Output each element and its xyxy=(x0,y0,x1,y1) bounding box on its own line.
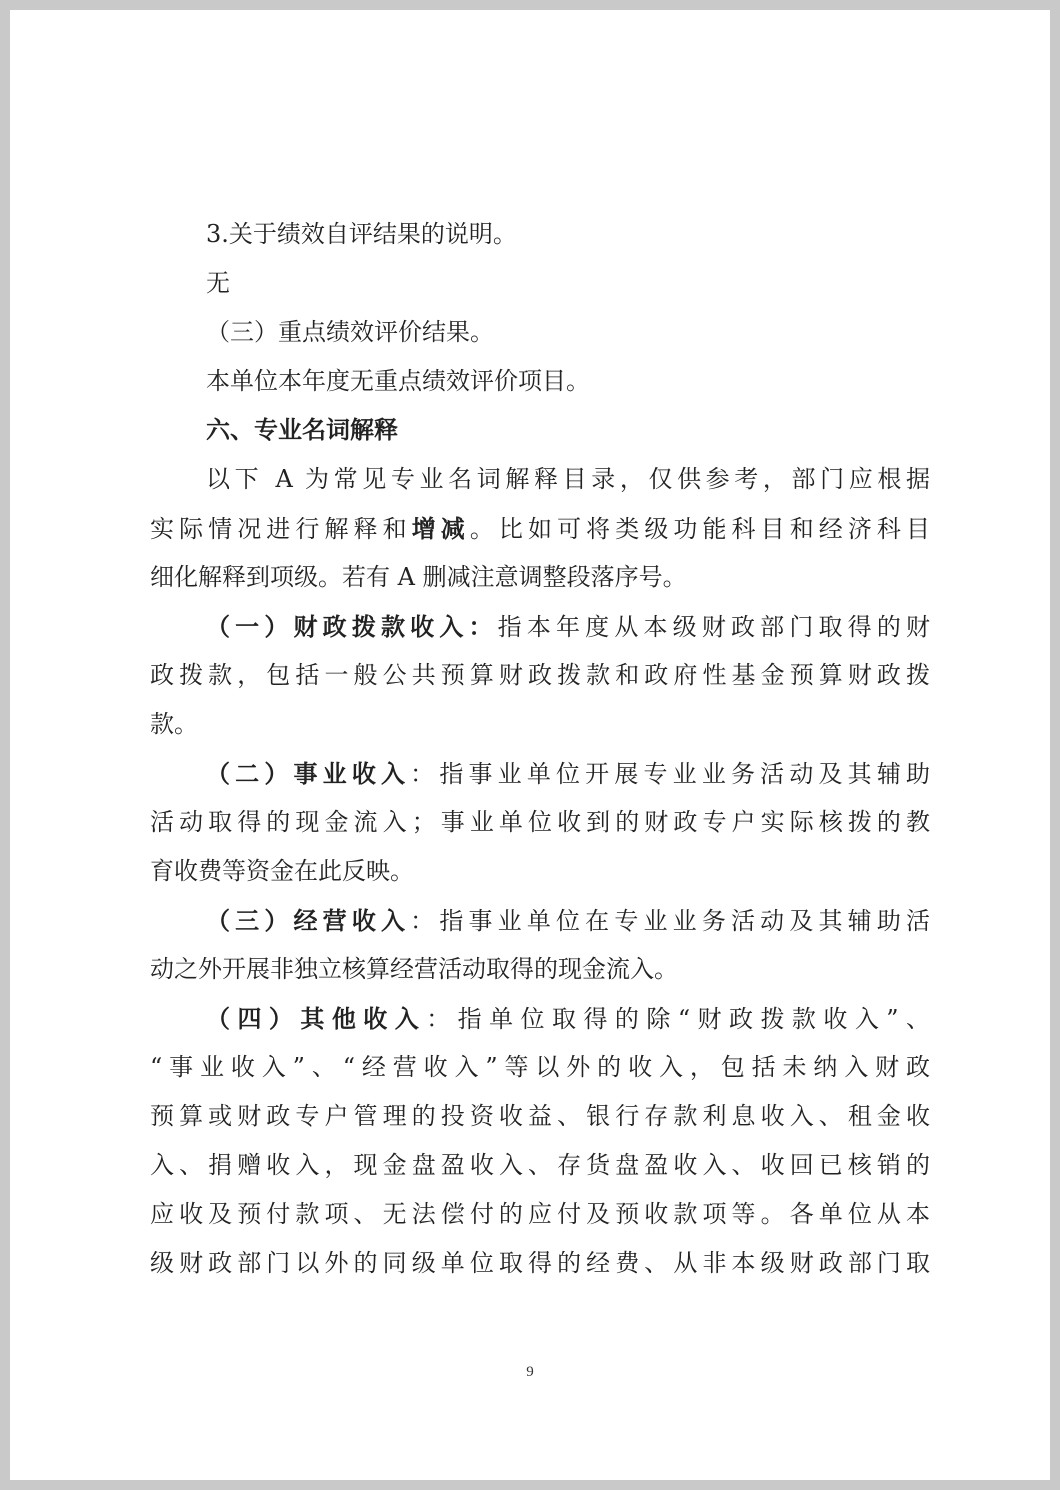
no-key-evaluation-line: 本单位本年度无重点绩效评价项目。 xyxy=(206,367,590,395)
term-4-text-1: ：指单位取得的除“财政拨款收入”、 xyxy=(426,1005,930,1033)
page-number: 9 xyxy=(526,1364,534,1380)
subheading-key-evaluation: （三）重点绩效评价结果。 xyxy=(206,318,494,346)
term-1-text-1: 指本年度从本级财政部门取得的财 xyxy=(497,613,931,641)
term-3-label: （三）经营收入 xyxy=(206,906,411,935)
term-4-line-1 xyxy=(150,994,930,1043)
intro-line-2 xyxy=(150,504,930,553)
intro-line-2a: 实际情况进行解释和 xyxy=(150,515,412,543)
term-1-line-3: 款。 xyxy=(150,710,198,738)
term-2-line-2: 活动取得的现金流入；事业单位收到的财政专户实际核拨的教 xyxy=(150,808,930,836)
term-4-line-5: 应收及预付款项、无法偿付的应付及预收款项等。各单位从本 xyxy=(150,1200,930,1228)
term-3-text-1: ：指事业单位在专业业务活动及其辅助活 xyxy=(410,907,931,935)
none-line: 无 xyxy=(206,269,230,297)
intro-bold-word: 增减 xyxy=(411,514,470,543)
term-4-line-2: “事业收入”、“经营收入”等以外的收入，包括未纳入财政 xyxy=(150,1053,930,1081)
term-4-line-3: 预算或财政专户管理的投资收益、银行存款利息收入、租金收 xyxy=(150,1102,930,1130)
intro-line-3: 细化解释到项级。若有 A 删减注意调整段落序号。 xyxy=(150,563,687,591)
term-1-line-1 xyxy=(150,602,930,651)
term-3-line-1 xyxy=(150,896,930,945)
term-4-line-4: 入、捐赠收入，现金盘盈收入、存货盘盈收入、收回已核销的 xyxy=(150,1151,930,1179)
term-4-line-6: 级财政部门以外的同级单位取得的经费、从非本级财政部门取 xyxy=(150,1249,930,1277)
term-2-line-1 xyxy=(150,749,930,798)
intro-line-2c: 。比如可将类级功能科目和经济科目 xyxy=(469,515,931,543)
term-1-line-2: 政拨款，包括一般公共预算财政拨款和政府性基金预算财政拨 xyxy=(150,661,930,689)
section-3-line: 3.关于绩效自评结果的说明。 xyxy=(206,220,517,248)
term-2-text-1: ：指事业单位开展专业业务活动及其辅助 xyxy=(410,760,931,788)
term-2-label: （二）事业收入 xyxy=(206,759,411,788)
body-text xyxy=(150,210,930,1288)
intro-line-1: 以下 A 为常见专业名词解释目录，仅供参考，部门应根据 xyxy=(206,465,930,493)
term-4-label: （四）其他收入 xyxy=(206,1004,427,1033)
section-heading-terms: 六、专业名词解释 xyxy=(206,416,398,444)
term-1-label: （一）财政拨款收入： xyxy=(206,612,498,641)
term-3-line-2: 动之外开展非独立核算经营活动取得的现金流入。 xyxy=(150,955,678,983)
term-2-line-3: 育收费等资金在此反映。 xyxy=(150,857,414,885)
document-page xyxy=(10,10,1050,1480)
